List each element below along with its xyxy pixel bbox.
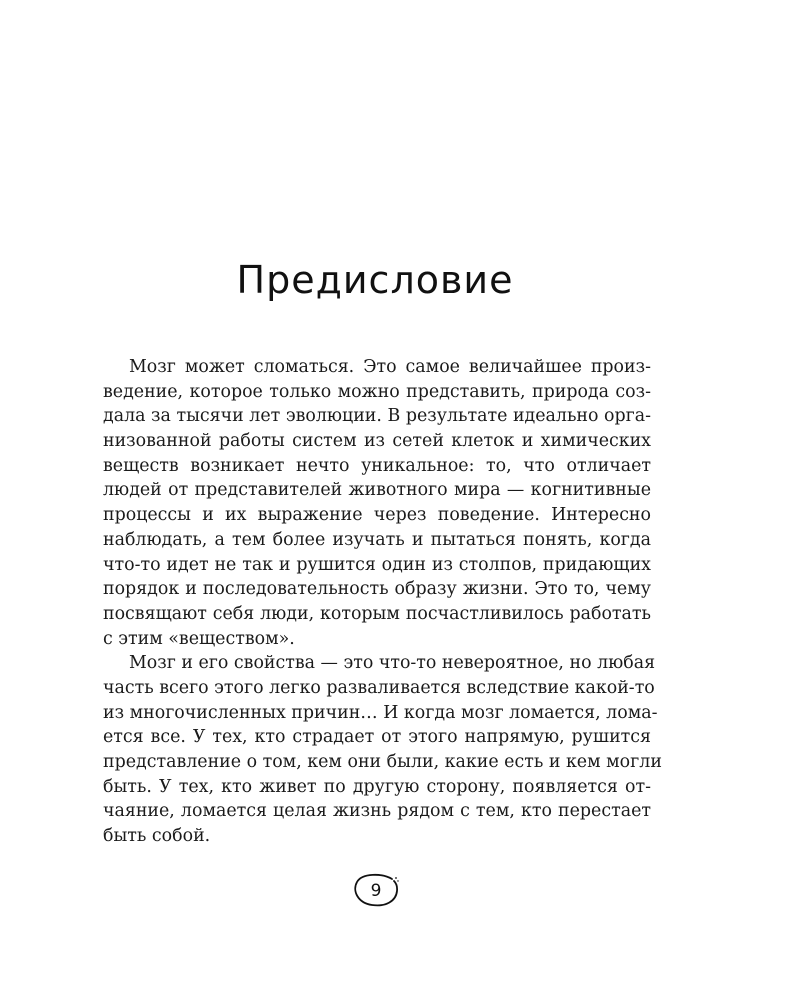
text-line: часть всего этого легко разваливается вследствие какой-то: [103, 677, 655, 698]
text-line: быть собой.: [103, 826, 211, 847]
text-line: ется все. У тех, кто страдает от этого напрямую, рушится: [103, 727, 651, 748]
text-line: порядок и последовательность образу жизни. Это то, чему: [103, 579, 651, 600]
paragraph-2: [103, 651, 662, 849]
body-text: [103, 355, 662, 849]
text-line: быть. У тех, кто живет по другую сторону, появляется от-: [103, 776, 651, 797]
text-line: людей от представителей животного мира — когнитивные: [103, 480, 651, 501]
text-line: из многочисленных причин… И когда мозг ломается, лома-: [103, 702, 658, 723]
text-line: чаяние, ломается целая жизнь рядом с тем, кто перестает: [103, 801, 651, 822]
paragraph-1: [103, 355, 651, 651]
text-line: представление о том, кем они были, какие есть и кем могли: [103, 752, 662, 772]
text-line: низованной работы систем из сетей клеток и химических: [103, 431, 651, 452]
text-line: процессы и их выражение через поведение. Интересно: [103, 505, 651, 526]
chapter-title: Предисловие: [236, 258, 514, 302]
page-number: 9: [370, 881, 382, 901]
text-line: наблюдать, а тем более изучать и пытаться понять, когда: [103, 529, 651, 550]
text-line: с этим «веществом».: [103, 628, 295, 649]
page-number-badge: [352, 873, 400, 909]
text-line: дала за тысячи лет эволюции. В результате идеально орга-: [103, 406, 651, 427]
text-line: что-то идет не так и рушится один из столпов, придающих: [103, 554, 651, 575]
text-line: ведение, которое только можно представить, природа соз-: [103, 381, 651, 402]
text-line: Мозг и его свойства — это что-то невероятное, но любая: [129, 653, 656, 674]
text-line: Мозг может сломаться. Это самое величайшее произ-: [129, 357, 651, 377]
text-line: посвящают себя люди, которым посчастливилось работать: [103, 603, 651, 624]
text-line: веществ возникает нечто уникальное: то, что отличает: [103, 455, 651, 476]
